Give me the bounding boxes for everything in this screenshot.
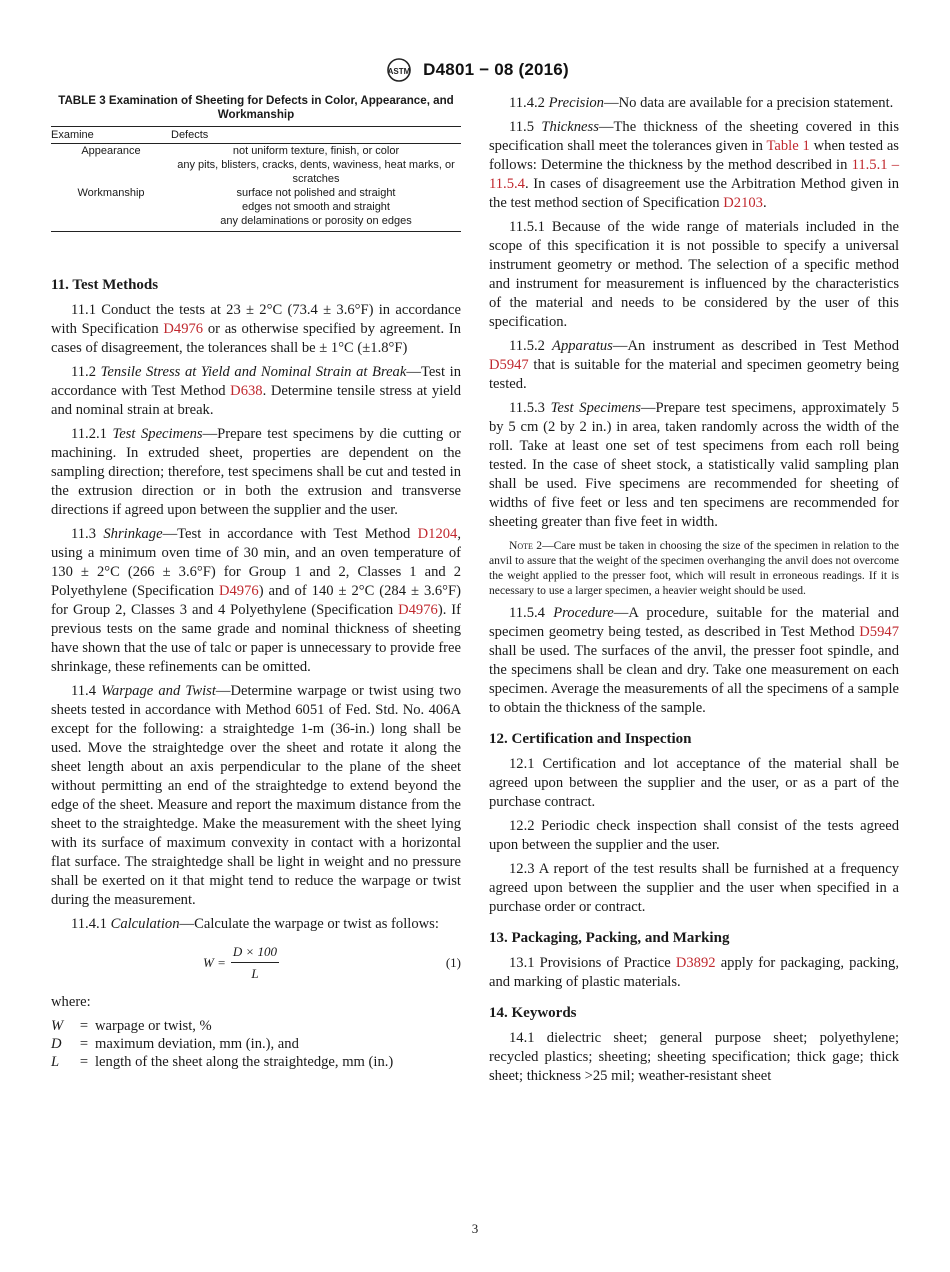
paragraph-12-1: 12.1 Certification and lot acceptance of the material shall be agreed upon between the supplier and the user, or as a part of the purchase contract. [489,756,899,810]
paragraph-11-5: 11.5 Thickness—The thickness of the sheeting covered in this specification shall meet the tolerances given in Table 1 when tested as follows: Determine the thickness by the method described in 11.5.1 – 11.5.4. In cases of disagreement use the Arbitration Method given in the test method section of Specification D2103. [489,119,900,211]
ref-link-d4976[interactable]: D4976 [163,321,204,337]
equation-numerator: D × 100 [231,942,279,963]
section-12-heading: 12. Certification and Inspection [489,731,692,747]
ref-link-11-5-range[interactable]: 11.5.1 – 11.5.4 [489,157,900,192]
note-2: Note 2—Care must be taken in choosing the size of the specimen in relation to the anvil to assure that the weight of the specimen overhanging the anvil does not overcome the weight applied to the presser foot, which will result in erroneous readings. If it is necessary to use a larger specimen, a heavier weight should be used. [489,539,900,597]
svg-text:ASTM: ASTM [387,67,411,76]
table-3-title: TABLE 3 Examination of Sheeting for Defects in Color, Appearance, and Workmanship [58,94,454,121]
paragraph-11-4-2: 11.4.2 Precision—No data are available for a precision statement. [509,95,894,111]
section-14-heading: 14. Keywords [489,1005,577,1021]
paragraph-12-3: 12.3 A report of the test results shall be furnished at a frequency agreed upon between the supplier and the user when specified in a purchase order or contract. [489,861,899,915]
left-column [51,94,461,1071]
ref-link-d4976[interactable]: D4976 [398,602,438,618]
paragraph-11-5-1: 11.5.1 Because of the wide range of materials included in the scope of this specification it is not possible to specify a universal instrument geometry or method. The selection of a specific method and instrument for measurement is influenced by the characteristics of the material and needs to be considered by the user of this specification. [489,219,899,330]
table-cell-defect: not uniform texture, finish, or color [232,145,400,157]
equation-number: (1) [445,955,461,970]
equation-1 [51,942,461,983]
paragraph-11-5-2: 11.5.2 Apparatus—An instrument as described in Test Method D5947 that is suitable for the material and specimen geometry being tested. [489,338,899,392]
page-header [0,56,950,89]
where-label: where: [51,994,91,1010]
table-cell-defect: surface not polished and straight [236,187,396,199]
table-row [51,158,461,186]
paragraph-11-2-1: 11.2.1 Test Specimens—Prepare test specimens by die cutting or machining. In extruded sheet, properties are dependent on the sampling direction; therefore, test specimens shall be cut and tested in the extrusion direction or in both the extrusion and transverse directions if agreed upon between the supplier and the user. [51,426,462,518]
ref-link-d3892[interactable]: D3892 [675,955,716,971]
section-13-heading: 13. Packaging, Packing, and Marking [489,930,730,946]
page-number: 3 [471,1221,479,1236]
ref-link-d5947[interactable]: D5947 [489,357,529,373]
ref-link-d2103[interactable]: D2103 [723,195,763,211]
astm-logo-icon [381,56,417,84]
right-column [489,94,899,1091]
equation-lhs: W = [202,955,226,970]
table-header-examine: Examine [51,127,171,144]
where-item: L = length of the sheet along the straightedge, mm (in.) [51,1054,394,1070]
table-cell-defect: edges not smooth and straight [242,201,390,213]
paragraph-11-4-1: 11.4.1 Calculation—Calculate the warpage or twist as follows: [71,916,439,932]
ref-link-d4976[interactable]: D4976 [218,583,259,599]
where-item: D = maximum deviation, mm (in.), and [51,1036,299,1052]
table-header-defects: Defects [171,127,461,144]
table-cell-examine: Appearance [81,145,141,157]
paragraph-11-2: 11.2 Tensile Stress at Yield and Nominal Strain at Break—Test in accordance with Test Method D638. Determine tensile stress at yield and nominal strain at break. [51,364,461,418]
paragraph-11-4: 11.4 Warpage and Twist—Determine warpage or twist using two sheets tested in accordance with Method 6051 of Fed. Std. No. 406A except for the following: a straightedge 1-m (36-in.) long shall be used. Move the straightedge over the sheet and rotate it along the sheet length about an axis perpendicular to the plane of the sheet without permitting an end of the straightedge to extend beyond the edge of the sheet. Measure and report the maximum distance from the sheet to the straightedge. Make the measurement with the sheet lying with its surface of maximum convexity in contact with a horizontal flat surface. The straightedge shall be light in weight and no pressure shall be exerted on it that might tend to reduce the warpage or twist during the measurement. [51,683,462,908]
table-cell-defect: any pits, blisters, cracks, dents, waviness, heat marks, or scratches [177,159,455,185]
document-id: D4801 − 08 (2016) [423,60,569,79]
paragraph-13-1: 13.1 Provisions of Practice D3892 apply for packaging, packing, and marking of plastic materials. [489,955,899,990]
where-item: W = warpage or twist, % [51,1018,212,1034]
ref-link-table-1[interactable]: Table 1 [766,138,810,154]
paragraph-11-5-4: 11.5.4 Procedure—A procedure, suitable for the material and specimen geometry being tested, as described in Test Method D5947 shall be used. The surfaces of the anvil, the presser foot spindle, and the specimens shall be clean and dry. Take one measurement on each specimen. Average the measurements of all the specimens of a sample to obtain the thickness of the sample. [489,605,899,716]
table-row [51,186,461,200]
table-row [51,200,461,214]
ref-link-d5947[interactable]: D5947 [859,624,899,640]
paragraph-14-1: 14.1 dielectric sheet; general purpose sheet; polyethylene; recycled plastics; sheeting; sheeting specification; thick gage; thick sheet; thickness >25 mil; weather-resistant sheet [489,1030,899,1084]
table-cell-defect: any delaminations or porosity on edges [171,214,461,232]
section-11-heading: 11. Test Methods [51,277,159,293]
table-row [51,144,461,159]
paragraph-11-5-3: 11.5.3 Test Specimens—Prepare test specimens, approximately 5 by 5 cm (2 by 2 in.) in area, taken randomly across the width of the roll. Take at least one set of test specimens from each roll being tested. In the case of sheet stock, a statistically valid sampling plan shall be used. Five specimens are recommended for sheeting of widths of five feet or less and ten specimens are recommended for sheeting greater than five feet in width. [489,400,900,530]
table-3 [51,126,461,232]
paragraph-12-2: 12.2 Periodic check inspection shall consist of the tests agreed upon between the supplier and the user. [489,818,899,853]
paragraph-11-1: 11.1 Conduct the tests at 23 ± 2°C (73.4 ± 3.6°F) in accordance with Specification D4976 or as otherwise specified by agreement. In cases of disagreement, the tolerances shall be ± 1°C (±1.8°F) [51,302,461,356]
equation-denominator: L [251,966,259,981]
table-cell-examine: Workmanship [77,187,145,199]
ref-link-d1204[interactable]: D1204 [417,526,458,542]
table-row [51,214,461,232]
paragraph-11-3: 11.3 Shrinkage—Test in accordance with Test Method D1204, using a minimum oven time of 30 min, and an oven temperature of 130 ± 2°C (266 ± 3.6°F) for Group 1 and 2, Classes 1 and 2 Polyethylene (Specification D4976) and of 140 ± 2°C (284 ± 3.6°F) for Group 2, Classes 3 and 4 Polyethylene (Specification D4976). If previous tests on the same grade and nominal thickness of sheeting have shown that the use of talc or paper is unnecessary to provide free shrinkage, these refinements can be omitted. [51,526,461,675]
ref-link-d638[interactable]: D638 [230,383,263,399]
